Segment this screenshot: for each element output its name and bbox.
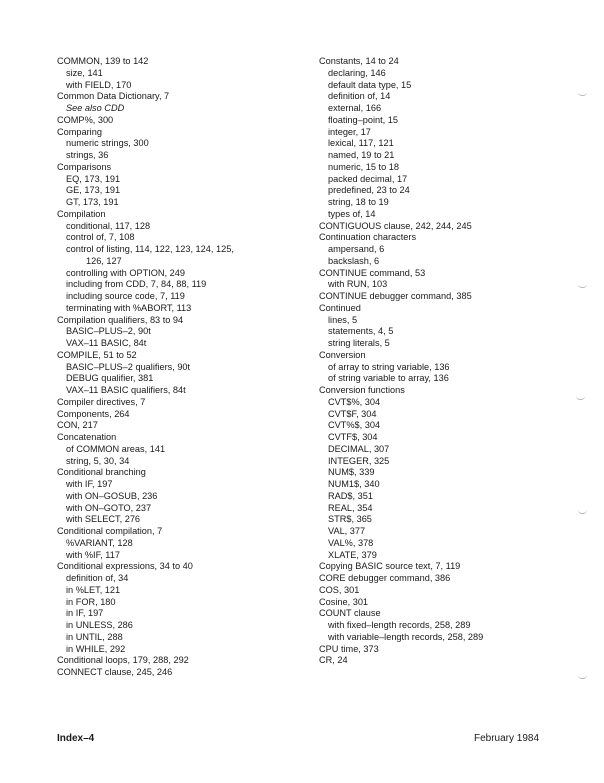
index-subentry: with FIELD, 170 [66, 79, 132, 90]
index-subentry: CVTF$, 304 [328, 432, 378, 442]
index-subentry: definition of, 14 [328, 91, 391, 102]
index-subentry: packed decimal, 17 [328, 173, 408, 184]
index-subentry: DEBUG qualifier, 381 [66, 373, 154, 384]
scan-mark [578, 92, 587, 96]
index-entry: CONTINUE command, 53 [319, 267, 426, 278]
index-subentry: strings, 36 [66, 150, 109, 160]
index-subentry: in WHILE, 292 [66, 643, 126, 654]
index-subentry: CVT$%, 304 [328, 396, 381, 407]
index-subentry: integer, 17 [328, 126, 371, 137]
index-entry: Comparisons [57, 161, 112, 172]
index-entry: Compilation qualifiers, 83 to 94 [57, 314, 184, 325]
index-subentry: 126, 127 [86, 255, 122, 266]
index-entry: CORE debugger command, 386 [319, 573, 451, 583]
index-entry: Conversion [319, 349, 366, 360]
index-entry: Concatenation [57, 432, 117, 442]
index-entry: Copying BASIC source text, 7, 119 [319, 561, 461, 572]
index-subentry: size, 141 [66, 67, 103, 78]
index-subentry: with ON–GOSUB, 236 [66, 490, 158, 501]
index-subentry: lexical, 117, 121 [328, 138, 394, 149]
index-entry: COMP%, 300 [57, 114, 114, 125]
index-subentry: numeric strings, 300 [66, 138, 149, 149]
index-subentry: default data type, 15 [328, 79, 412, 90]
index-entry: Conversion functions [319, 385, 405, 395]
index-entry: CPU time, 373 [319, 643, 379, 654]
index-entry: Comparing [57, 126, 102, 137]
index-subentry: GE, 173, 191 [66, 185, 121, 196]
index-subentry: of array to string variable, 136 [328, 361, 450, 372]
index-entry: Conditional branching [57, 467, 146, 478]
publication-date: February 1984 [474, 733, 540, 744]
index-entry: COMMON, 139 to 142 [57, 56, 149, 66]
index-subentry: CVT%$, 304 [328, 420, 381, 431]
index-entry: Components, 264 [57, 408, 130, 419]
index-entry: COMPILE, 51 to 52 [57, 349, 137, 360]
index-subentry: conditional, 117, 128 [66, 220, 151, 231]
index-subentry: definition of, 34 [66, 573, 129, 583]
index-subentry: See also CDD [66, 103, 125, 113]
index-subentry: INTEGER, 325 [328, 455, 390, 466]
index-subentry: string literals, 5 [328, 338, 390, 348]
index-subentry: control of, 7, 108 [66, 232, 135, 243]
index-subentry: ampersand, 6 [328, 244, 385, 254]
index-column-left [57, 56, 297, 679]
index-subentry: declaring, 146 [328, 67, 386, 78]
index-subentry: VAL%, 378 [328, 537, 374, 548]
index-entry: CONNECT clause, 245, 246 [57, 667, 173, 677]
index-subentry: with SELECT, 276 [66, 514, 141, 525]
index-subentry: STR$, 365 [328, 514, 372, 525]
index-subentry: NUM1$, 340 [328, 479, 380, 489]
index-subentry: including from CDD, 7, 84, 88, 119 [66, 279, 207, 290]
index-subentry: control of listing, 114, 122, 123, 124, 125, [66, 244, 234, 254]
index-subentry: with IF, 197 [66, 479, 113, 489]
index-subentry: RAD$, 351 [328, 490, 373, 501]
index-column-right [319, 56, 569, 667]
index-subentry: GT, 173, 191 [66, 197, 119, 207]
index-entry: CONTINUE debugger command, 385 [319, 291, 472, 301]
index-subentry: lines, 5 [328, 314, 358, 325]
index-entry: COS, 301 [319, 584, 360, 595]
index-subentry: VAX–11 BASIC, 84t [66, 338, 147, 348]
index-subentry: of string variable to array, 136 [328, 373, 449, 384]
index-subentry: in IF, 197 [66, 608, 104, 619]
scan-mark [578, 675, 587, 679]
index-subentry: EQ, 173, 191 [66, 173, 121, 184]
index-subentry: types of, 14 [328, 208, 376, 219]
index-subentry: VAX–11 BASIC qualifiers, 84t [66, 385, 186, 395]
index-subentry: string, 18 to 19 [328, 197, 389, 207]
index-subentry: terminating with %ABORT, 113 [66, 302, 192, 313]
index-subentry: with variable–length records, 258, 289 [328, 631, 484, 642]
index-subentry: in UNLESS, 286 [66, 620, 133, 630]
index-subentry: controlling with OPTION, 249 [66, 267, 185, 278]
index-subentry: DECIMAL, 307 [328, 443, 390, 454]
index-subentry: named, 19 to 21 [328, 150, 395, 160]
index-entry: Cosine, 301 [319, 596, 369, 607]
index-entry: Conditional compilation, 7 [57, 526, 163, 536]
scan-mark [578, 510, 587, 514]
index-subentry: in UNTIL, 288 [66, 631, 123, 642]
index-subentry: BASIC–PLUS–2 qualifiers, 90t [66, 361, 191, 372]
index-subentry: statements, 4, 5 [328, 326, 394, 337]
index-entry: Continued [319, 302, 361, 313]
index-subentry: string, 5, 30, 34 [66, 455, 130, 466]
index-subentry: VAL, 377 [328, 526, 366, 536]
index-subentry: predefined, 23 to 24 [328, 185, 410, 196]
index-subentry: floating–point, 15 [328, 114, 398, 125]
index-entry: CR, 24 [319, 655, 348, 666]
index-entry: Compiler directives, 7 [57, 396, 146, 407]
index-entry: Constants, 14 to 24 [319, 56, 399, 66]
index-subentry: with RUN, 103 [328, 279, 388, 290]
index-subentry: BASIC–PLUS–2, 90t [66, 326, 151, 337]
scan-mark [578, 284, 587, 288]
index-subentry: %VARIANT, 128 [66, 537, 133, 548]
index-subentry: with ON–GOTO, 237 [66, 502, 152, 513]
index-entry: COUNT clause [319, 608, 381, 619]
index-subentry: of COMMON areas, 141 [66, 443, 166, 454]
scan-mark [576, 396, 585, 400]
index-subentry: CVT$F, 304 [328, 408, 377, 419]
index-subentry: including source code, 7, 119 [66, 291, 185, 301]
index-entry: Continuation characters [319, 232, 417, 243]
index-subentry: in FOR, 180 [66, 596, 116, 607]
index-entry: CONTIGUOUS clause, 242, 244, 245 [319, 220, 472, 231]
index-subentry: numeric, 15 to 18 [328, 161, 399, 172]
index-subentry: with fixed–length records, 258, 289 [328, 620, 471, 630]
index-subentry: external, 166 [328, 103, 382, 113]
index-entry: Conditional expressions, 34 to 40 [57, 561, 193, 572]
index-entry: Compilation [57, 208, 106, 219]
index-entry: Common Data Dictionary, 7 [57, 91, 170, 102]
index-subentry: XLATE, 379 [328, 549, 377, 560]
index-subentry: in %LET, 121 [66, 584, 121, 595]
index-entry: Conditional loops, 179, 288, 292 [57, 655, 189, 666]
index-subentry: REAL, 354 [328, 502, 373, 513]
index-subentry: NUM$, 339 [328, 467, 375, 478]
index-subentry: backslash, 6 [328, 255, 380, 266]
page-number: Index–4 [57, 733, 95, 744]
index-subentry: with %IF, 117 [66, 549, 120, 560]
index-entry: CON, 217 [57, 420, 98, 431]
